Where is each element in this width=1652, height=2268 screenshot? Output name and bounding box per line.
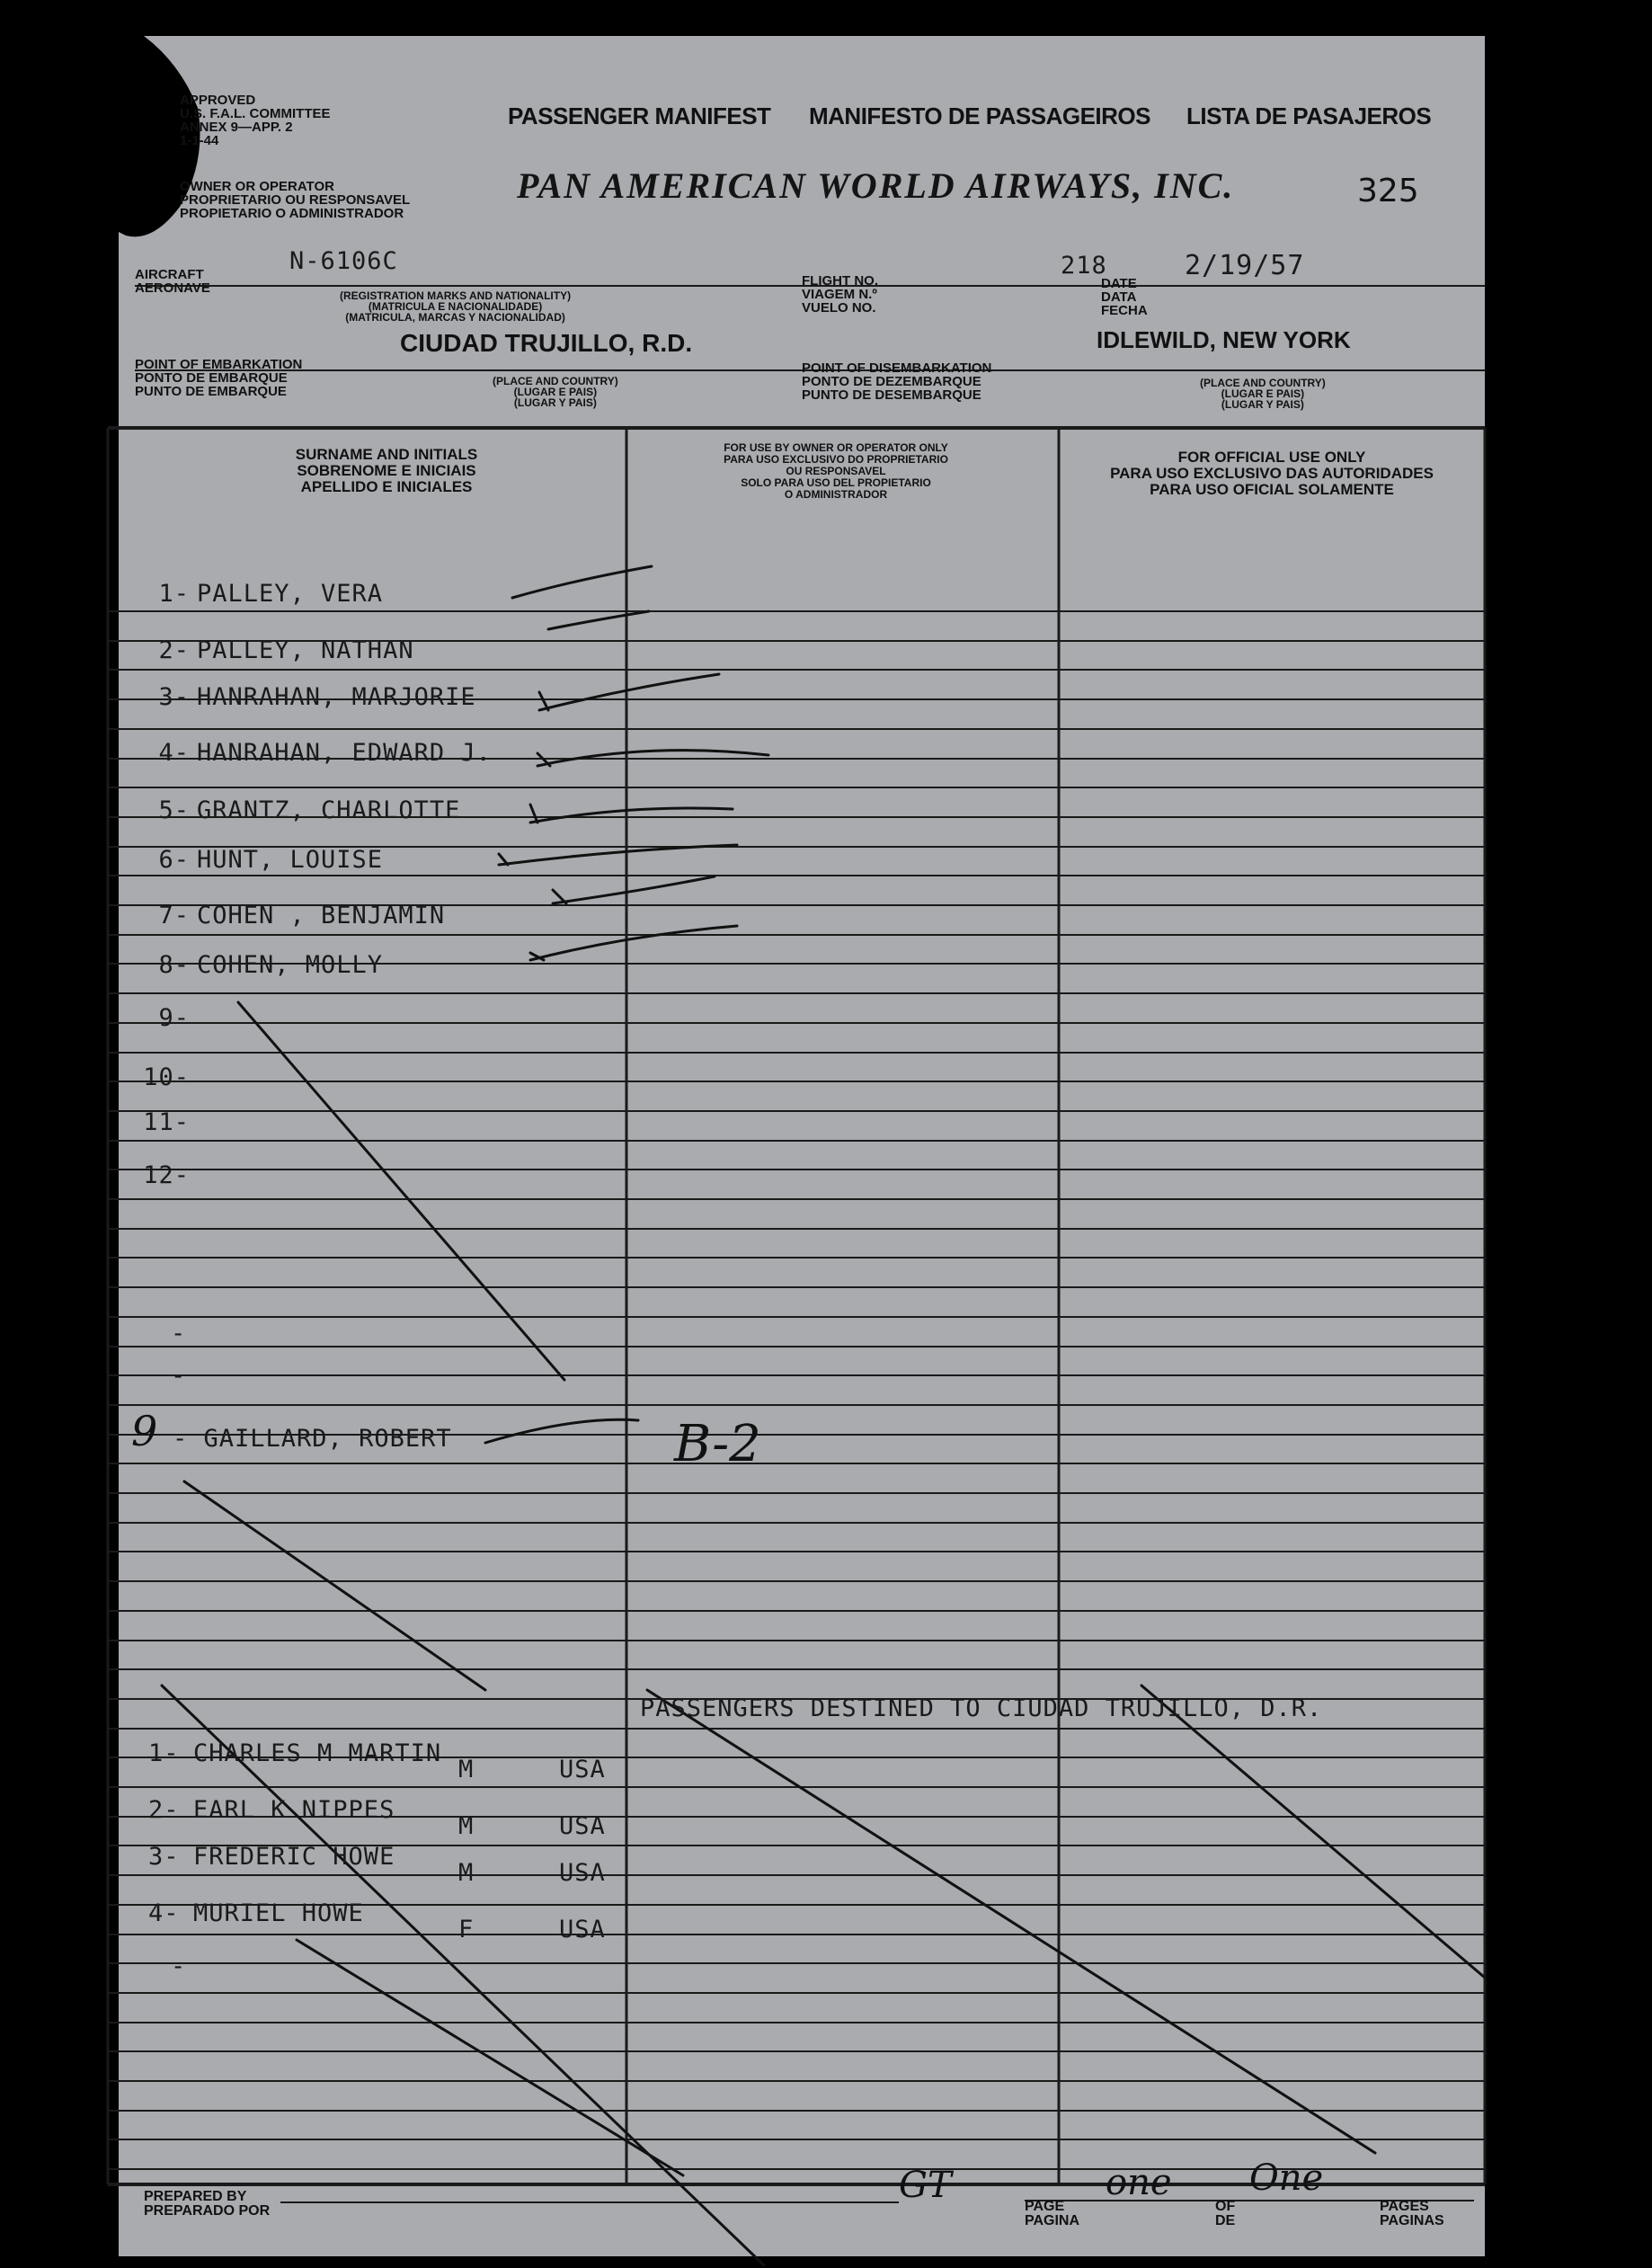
flight-no-label: FLIGHT NO. VIAGEM N.º VUELO NO.	[802, 273, 878, 316]
of-label: OF DE	[1215, 2199, 1236, 2228]
passenger-number: 2-	[158, 636, 190, 664]
passenger-row	[139, 1004, 197, 1032]
passenger-number: 11-	[143, 1108, 190, 1136]
aircraft-value: N-6106C	[289, 247, 398, 275]
check-mark	[539, 674, 719, 710]
of-value: One	[1249, 2157, 1324, 2199]
passenger-number: 7-	[158, 902, 190, 929]
passenger-number: 6-	[158, 846, 190, 874]
col-header-official: FOR OFFICIAL USE ONLY PARA USO EXCLUSIVO DAS AUTORIDADES PARA USO OFICIAL SOLAMENTE	[1110, 449, 1434, 498]
approved-stamp: APPROVED U.S. F.A.L. COMMITTEE ANNEX 9—APP. 2 1-1-44	[180, 93, 331, 148]
passenger-name: PALLEY, VERA	[197, 580, 384, 608]
cancel-stroke	[184, 1481, 485, 1690]
page-label: PAGE PAGINA	[1025, 2199, 1080, 2228]
date-label: DATE DATA FECHA	[1101, 276, 1148, 318]
embark-place-caption: (PLACE AND COUNTRY) (LUGAR E PAIS) (LUGAR Y PAIS)	[493, 375, 618, 409]
passenger-row	[139, 902, 445, 929]
passenger-row	[139, 951, 383, 979]
passenger-number: 4-	[158, 739, 190, 767]
dash-mark: -	[171, 1362, 187, 1390]
dash-mark: -	[171, 1952, 187, 1980]
destined-name: FREDERIC HOWE	[193, 1843, 395, 1871]
page-number: 325	[1357, 173, 1419, 209]
passenger-name: HUNT, LOUISE	[197, 846, 384, 874]
destined-sex: M	[458, 1812, 475, 1840]
flight-no-value: 218	[1061, 252, 1107, 280]
passenger-name: PALLEY, NATHAN	[197, 636, 414, 664]
destined-note: PASSENGERS DESTINED TO CIUDAD TRUJILLO, D.R.	[640, 1694, 1323, 1722]
title-lista: LISTA DE PASAJEROS	[1186, 102, 1432, 129]
passenger-name: GRANTZ, CHARLOTTE	[197, 796, 461, 824]
date-value: 2/19/57	[1185, 250, 1305, 281]
destined-sex: M	[458, 1756, 475, 1783]
destined-number: 4-	[148, 1899, 180, 1927]
passenger-number: 1-	[158, 580, 190, 608]
passenger-name: HANRAHAN, MARJORIE	[197, 683, 476, 711]
check-mark	[530, 926, 737, 960]
passenger-row	[139, 1108, 197, 1136]
passenger-number: 10-	[143, 1063, 190, 1091]
airline-name: PAN AMERICAN WORLD AIRWAYS, INC.	[517, 165, 1235, 206]
aircraft-label: AIRCRAFT AERONAVE	[135, 267, 210, 296]
dash-mark: -	[171, 1320, 187, 1347]
check-mark	[512, 566, 652, 598]
passenger-row	[139, 846, 383, 874]
embark-value: CIUDAD TRUJILLO, R.D.	[400, 329, 693, 357]
check-mark	[553, 876, 715, 903]
destined-name: CHARLES M MARTIN	[193, 1739, 442, 1767]
destined-name: MURIEL HOWE	[193, 1899, 364, 1927]
destined-country: USA	[559, 1859, 606, 1887]
passenger-row	[139, 739, 492, 767]
disembark-place-caption: (PLACE AND COUNTRY) (LUGAR E PAIS) (LUGAR Y PAIS)	[1200, 377, 1326, 411]
extra-passenger-name: - GAILLARD, ROBERT	[173, 1425, 452, 1453]
check-mark	[548, 611, 649, 629]
destined-sex: F	[458, 1916, 475, 1943]
check-mark	[485, 1419, 638, 1443]
page-value: one	[1106, 2162, 1172, 2203]
passenger-name: HANRAHAN, EDWARD J.	[197, 739, 492, 767]
title-passenger-manifest: PASSENGER MANIFEST	[508, 102, 771, 129]
passenger-number: 12-	[143, 1161, 190, 1189]
passenger-row	[139, 580, 383, 608]
destined-country: USA	[559, 1756, 606, 1783]
registration-caption: (REGISTRATION MARKS AND NATIONALITY) (MATRICULA E NACIONALIDADE) (MATRICULA, MARCAS Y NACIONALIDAD)	[340, 289, 572, 324]
passenger-row	[139, 1063, 197, 1091]
col-header-owner-use: FOR USE BY OWNER OR OPERATOR ONLY PARA USO EXCLUSIVO DO PROPRIETARIO OU RESPONSAVEL SOLO PARA USO DEL PROPIETARIO O ADMINISTRADOR	[724, 441, 948, 501]
embark-label: POINT OF EMBARKATION PONTO DE EMBARQUE PUNTO DE EMBARQUE	[135, 357, 303, 399]
passenger-row	[139, 796, 460, 824]
owner-label: OWNER OR OPERATOR PROPRIETARIO OU RESPONSAVEL PROPIETARIO O ADMINISTRADOR	[180, 179, 411, 221]
passenger-row	[139, 1161, 197, 1189]
destined-number: 1-	[148, 1739, 180, 1767]
passenger-number: 5-	[158, 796, 190, 824]
passenger-row	[139, 683, 476, 711]
extra-passenger-number: 9	[131, 1407, 158, 1455]
destined-number: 2-	[148, 1796, 180, 1824]
col-header-surname: SURNAME AND INITIALS SOBRENOME E INICIAIS APELLIDO E INICIALES	[295, 446, 478, 495]
pages-label: PAGES PAGINAS	[1380, 2199, 1444, 2228]
cancel-stroke	[647, 1690, 1375, 2153]
destined-country: USA	[559, 1812, 606, 1840]
disembark-value: IDLEWILD, NEW YORK	[1097, 326, 1351, 353]
extra-passenger-code: B-2	[674, 1415, 761, 1473]
passenger-name: COHEN , BENJAMIN	[197, 902, 446, 929]
destined-number: 3-	[148, 1843, 180, 1871]
passenger-name: COHEN, MOLLY	[197, 951, 384, 979]
passenger-number: 8-	[158, 951, 190, 979]
check-mark	[530, 805, 733, 823]
passenger-row	[139, 636, 414, 664]
cancel-stroke	[238, 1002, 564, 1380]
passenger-number: 3-	[158, 683, 190, 711]
check-mark	[499, 845, 737, 865]
title-manifesto: MANIFESTO DE PASSAGEIROS	[809, 102, 1150, 129]
prepared-initials: GT	[899, 2165, 952, 2206]
passenger-number: 9-	[158, 1004, 190, 1032]
destined-name: EARL K NIPPES	[193, 1796, 395, 1824]
prepared-by-label: PREPARED BY PREPARADO POR	[144, 2189, 271, 2219]
destined-sex: M	[458, 1859, 475, 1887]
disembark-label: POINT OF DISEMBARKATION PONTO DE DEZEMBARQUE PUNTO DE DESEMBARQUE	[802, 360, 992, 403]
destined-country: USA	[559, 1916, 606, 1943]
